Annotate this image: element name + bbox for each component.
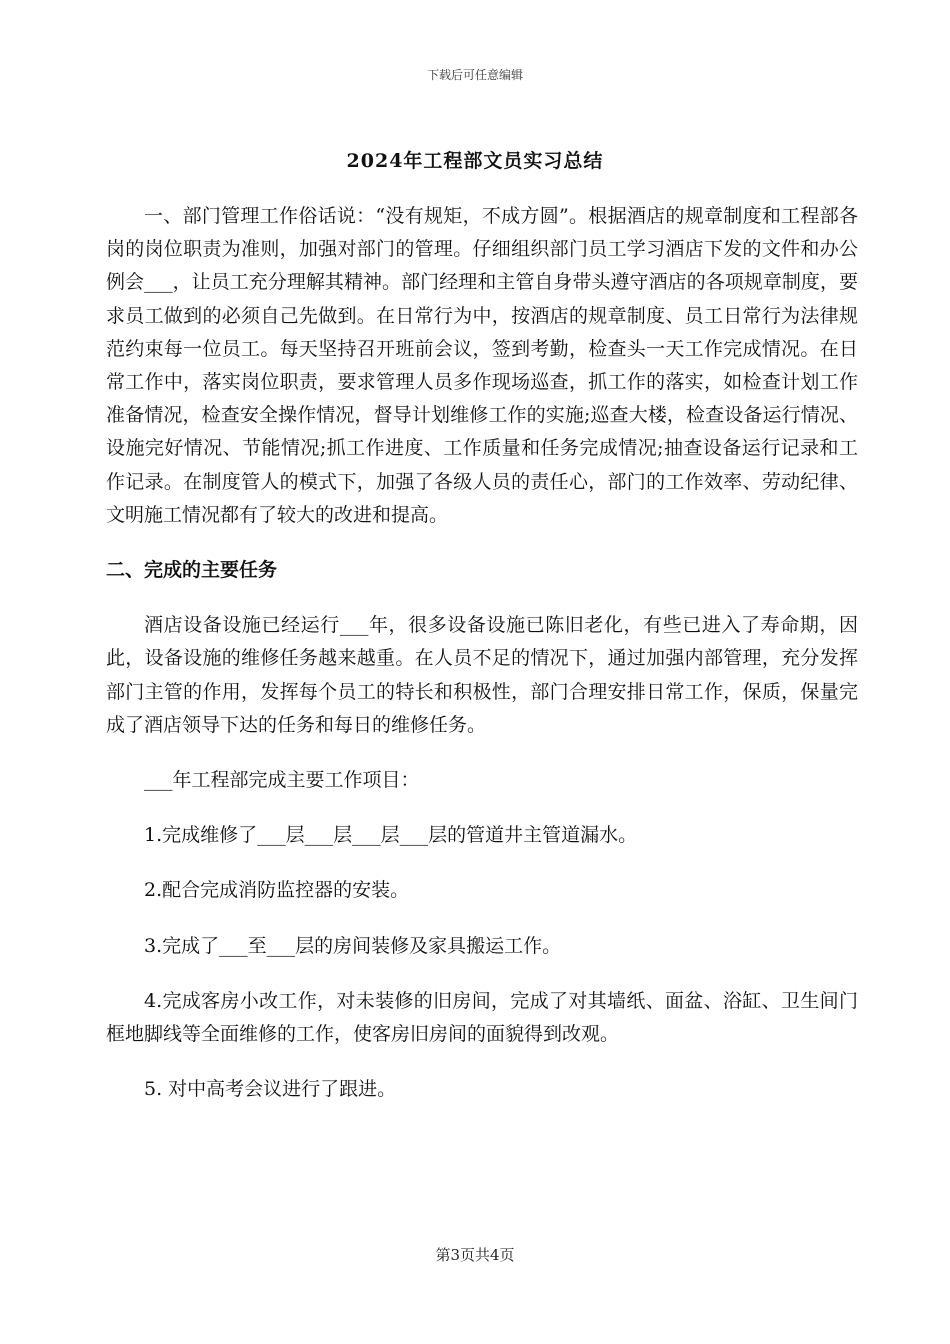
list-item-5: 5. 对中高考会议进行了跟进。 (144, 1078, 397, 1101)
page-number-footer: 第3页共4页 (435, 1246, 515, 1264)
document-body (106, 200, 858, 1128)
paragraph-department-management: 一、部门管理工作俗话说：“没有规矩，不成方圆”。根据酒店的规章制度和工程部各岗的岗位职责为准则，加强对部门的管理。仔细组织部门员工学习酒店下发的文件和办公例会___，让员工充分理解其精神。部门经理和主管自身带头遵守酒店的各项规章制度，要求员工做到的必须自己先做到。在日常行为中，按酒店的规章制度、员工日常行为法律规范约束每一位员工。每天坚持召开班前会议，签到考勤，检查头一天工作完成情况。在日常工作中，落实岗位职责，要求管理人员多作现场巡查，抓工作的落实，如检查计划工作准备情况，检查安全操作情况，督导计划维修工作的实施;巡查大楼，检查设备运行情况、设施完好情况、节能情况;抓工作进度、工作质量和任务完成情况;抽查设备运行记录和工作记录。在制度管人的模式下，加强了各级人员的责任心，部门的工作效率、劳动纪律、文明施工情况都有了较大的改进和提高。 (106, 205, 858, 526)
list-item-1: 1.完成维修了___层___层___层___层的管道井主管道漏水。 (144, 824, 638, 847)
paragraph-equipment-maintenance: 酒店设备设施已经运行___年，很多设备设施已陈旧老化，有些已进入了寿命期，因此，设备设施的维修任务越来越重。在人员不足的情况下，通过加强内部管理，充分发挥部门主管的作用，发挥每个员工的特长和积极性，部门合理安排日常工作，保质，保量完成了酒店领导下达的任务和每日的维修任务。 (106, 614, 858, 736)
page-header: 下载后可任意编辑 (426, 68, 523, 82)
paragraph-work-items-intro: ___年工程部完成主要工作项目： (144, 769, 420, 792)
section-heading-main-tasks: 二、完成的主要任务 (106, 559, 278, 582)
list-item-2: 2.配合完成消防监控器的安装。 (144, 879, 410, 902)
list-item-4: 4.完成客房小改工作，对未装修的旧房间，完成了对其墙纸、面盆、浴缸、卫生间门框地脚线等全面维修的工作，使客房旧房间的面貌得到改观。 (106, 989, 858, 1046)
list-item-3: 3.完成了___至___层的房间装修及家具搬运工作。 (144, 934, 562, 957)
document-title: 2024年工程部文员实习总结 (346, 150, 604, 172)
